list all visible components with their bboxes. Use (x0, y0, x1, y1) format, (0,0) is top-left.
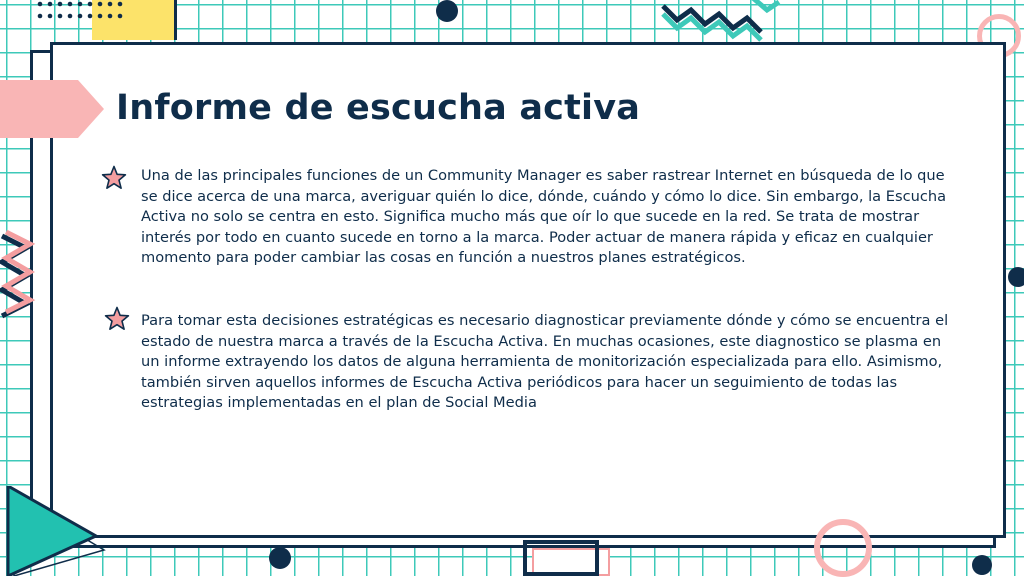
teal-triangle-decoration (0, 486, 110, 576)
slide-title: Informe de escucha activa (116, 88, 641, 128)
pink-arrow-tab (0, 80, 104, 138)
navy-box-decoration (523, 540, 599, 576)
star-icon (104, 306, 130, 332)
navy-dot-decoration-bottom-right (972, 555, 992, 575)
bullet-text-1: Una de las principales funciones de un Community Manager es saber rastrear Internet en búsqueda de lo que se dice acerca de una marca, averiguar quién lo dice, dónde, cuándo y cómo lo dice. Sin embargo, la Escucha Activa no solo se centra en esto. Significa mucho más que oír lo que sucede en la red. Se trata de mostrar interés por todo en cuanto sucede en torno a la marca. Poder actuar de manera rápida y eficaz en cualquier momento para poder cambiar las cosas en función a nuestros planes estratégicos. (141, 167, 947, 266)
navy-dot-decoration-bottom-left (269, 547, 291, 569)
dot-pattern-decoration (36, 0, 128, 26)
star-icon (101, 165, 127, 191)
zigzag-decoration-left (0, 228, 36, 320)
bullet-text-2: Para tomar esta decisiones estratégicas es necesario diagnosticar previamente dónde y cómo se encuentra el estado de nuestra marca a través de la Escucha Activa. En muchas ocasiones, este diagnostico se plasma en un informe extrayendo los datos de alguna herramienta de monitorización especializada para ello. Asimismo, también sirven aquellos informes de Escucha Activa periódicos para hacer un seguimiento de todas las estrategias implementadas en el plan de Social Media (141, 312, 949, 411)
pink-ring-decoration-bottom (814, 519, 872, 577)
navy-dot-decoration (436, 0, 458, 22)
navy-dot-decoration-right (1008, 267, 1024, 287)
